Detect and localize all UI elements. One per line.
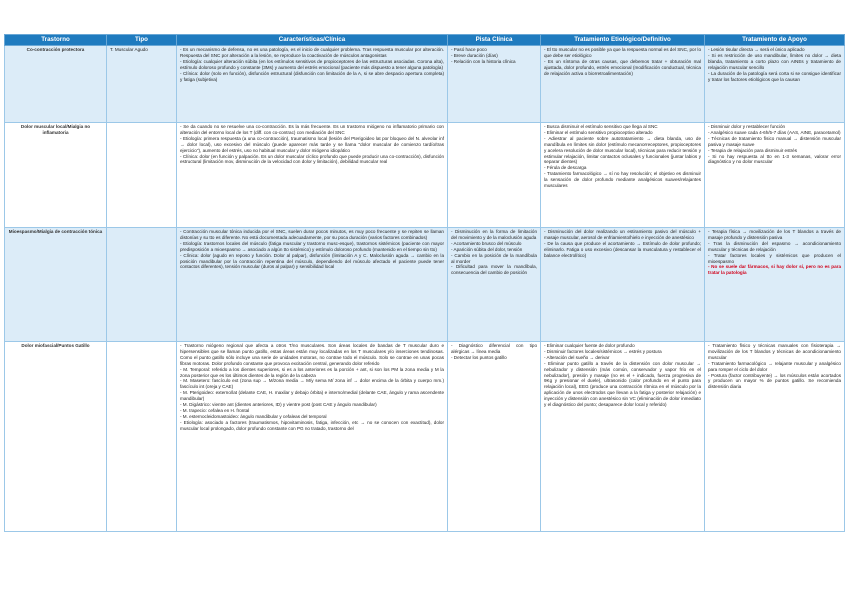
cell-line: - Alteración del sueño → derivar (544, 354, 610, 360)
cell-apoyo (705, 46, 845, 123)
cell-line: - Terapia de relajación para disminuir estrés (708, 147, 798, 153)
cell-pista (448, 46, 541, 123)
cell-line: - La duración de la patología será corta si se consigue identificar y tratar los factores etiológicos que la causan (708, 70, 841, 82)
cell-line: - Dificultad para mover la mandíbula, consecuencia del cambio de posición (451, 264, 537, 276)
cell-line: - Técnicas de tratamiento físico manual → distensión muscular pasiva y masaje suave (708, 135, 841, 147)
cell-line: - El tto muscular no es posible ya que la respuesta normal es del SNC, por lo que debe ser etiológico (544, 47, 701, 58)
cell-line: - De la causa que produce el acortamiento → Estímulo de dolor profundo; eliminarlo. Fatiga o uso excesivo (descansar la musculatura y restablecer el balance electrolítico) (544, 240, 701, 258)
cell-line: - M. esternocleidomastoideo: ángulo mandibular y cefaleas del temporal (180, 413, 327, 419)
cell-line: - Contracción muscular tónica inducida por el SNC, suelen durar pocos minutos, es muy poco frecuente y se repiten se llaman distonías y su tto es diferente. No está documentada adecuadamente, por su poca duración (varios factores combinados) (180, 229, 444, 240)
cell-line: - Acortamiento brusco del músculo (451, 240, 522, 246)
cell-line: - Postura (factor contribuyente) → los músculos están acortados y producen un mayor % de puntos gatillo. Se recomienda distensión diaria (708, 372, 841, 390)
cell-line: - Etiología: trastornos locales del músculo (fatiga muscular y trastorno musc-esque), trastornos sistémicos (paciente con mayor predisposición a mioespasmo → asociado a algún tto sistémico) y estímulo doloroso profundo (mantenido en el tiempo sin tto) (180, 240, 444, 252)
header-clinica: Características/Clínica (177, 35, 448, 46)
cell-line: - Diagnóstico diferencial con tipo alérgicas → línea media (451, 343, 537, 354)
table-row (5, 46, 845, 123)
cell-apoyo (705, 342, 845, 532)
tmj-muscle-disorders-table (4, 34, 845, 532)
header-apoyo: Tratamiento de Apoyo (705, 35, 845, 46)
cell-line: - Pasó hace poco (451, 47, 487, 52)
cell-line: - M. Masetero: fascículo ext (zona sup → M/zona media → M/y sema M/ zona inf → dolor encima de la órbita y cuerpo mm.) fascículo int (oreja y CAE) (180, 378, 444, 390)
cell-trastorno: Mioespasmo/Mialgia de contracción tónica (5, 228, 107, 342)
cell-trastorno: Co-contracción protectora (5, 46, 107, 123)
table-row (5, 228, 845, 342)
cell-tipo: T. Muscular Agudo (107, 46, 177, 123)
cell-apoyo (705, 123, 845, 228)
cell-clinica (177, 342, 448, 532)
header-pista: Pista Clínica (448, 35, 541, 46)
cell-line: - Si es restricción de uso mandibular, límites no dolor → dieta blanda, tratamiento a corto plazo con AINEs y tratamiento de relajación muscular sencillo (708, 52, 841, 70)
cell-line: - Clínica: dolor (agudo en reposo y función. Dolor al palpar), disfunción (limitación A y C. Maloclusión aguda → cambio en la posición mandibular por la contracción repentina del músculo, dependiendo del músculo afectado el paciente puede tener contactos diferentes), tensión muscular (duros al palpar) y sensibilidad local (180, 252, 444, 270)
cell-clinica (177, 228, 448, 342)
cell-line: - Tratamiento farmacológico → relajante muscular y analgésico para romper el ciclo del dolor (708, 360, 841, 372)
cell-pista (448, 342, 541, 532)
cell-line: - M. Digástrico: vientre ant (dientes anteriores, ID) y vientre post (post CAE y ángulo mandibular) (180, 402, 377, 408)
cell-line: - Aparición súbita del dolor, tensión (451, 246, 523, 252)
cell-trastorno: Dolor miofascial/Puntos Gatillo (5, 342, 107, 532)
cell-line: - Disminuir dolor y restablecer función (708, 124, 786, 129)
cell-tipo (107, 228, 177, 342)
header-tipo: Tipo (107, 35, 177, 46)
cell-etiologico (541, 342, 705, 532)
cell-line: - Detectar los puntos gatillo (451, 354, 507, 360)
cell-etiologico (541, 46, 705, 123)
cell-apoyo (705, 228, 845, 342)
table-row (5, 342, 845, 532)
cell-pista (448, 228, 541, 342)
cell-line: - Disminución del dolor realizando un estiramiento pasivo del músculo + masaje muscular, aerosol de enfriamiento/hielo e inyección de anestésico (544, 229, 701, 240)
cell-pista (448, 123, 541, 228)
cell-line: - Tras la disminución del espasmo → acondicionamiento muscular y técnicas de relajación (708, 240, 841, 252)
cell-line: - Eliminar el estímulo sensitivo propioceptivo alterado (544, 129, 653, 135)
cell-line: - Trastorno miógeno regional que afecta a otros T/no musculares. Son áreas locales de bandas de T muscular duro e hipersensibles que se llaman punto gatillo, estas áreas están muy localizadas en los T musculares y/o inserciones tendinosas. Como el punto gatillo sólo incluye una serie de unidades motoras, no contrae todo el músculo. Solo se contrae en unas pocas fibras motoras. Dolor profundo constante que provoca excitación central, generando dolor referido (180, 343, 444, 366)
cell-line: - Adiestrar al paciente sobre autotratamiento → dieta blanda, uso de mandíbula en límites sin dolor (estímulo mecanorreceptores, propioceptores y acelera resolución de dolor muscular local), técnicas para reducir tensión y estimular relajación, limitar contactos oclusales y funcionales (juntar labios y separar dientes) (544, 135, 701, 165)
cell-clinica (177, 123, 448, 228)
table-row (5, 123, 845, 228)
header-row (5, 35, 845, 46)
cell-line: - Lesión tisular directa → será el único aplicado (708, 47, 805, 52)
cell-line: - Clínica: dolor (en función y palpación. Es un dolor muscular cíclico profundo que puede producir una co-contracción), disfunción estructural (limitación mov, disminución de la velocidad con dolor y limitación), debilidad muscular real (180, 153, 444, 165)
cell-line: - M. Pterigoideo: externo/lat (delante CAE, H. maxilar y debajo órbita) e interno/medial (delante CAE, ángulo y rama ascendente mandibular) (180, 390, 444, 402)
cell-line: - Clínica: dolor (solo en función), disfunción estructural (disfunción con limitación de la A, si se abre despacio apertura completa) y fatiga (subjetiva) (180, 70, 444, 82)
cell-line: - M. trapecio: cefalea en H. frontal (180, 407, 250, 413)
cell-line: - Etiología: primera respuesta (a una co-contracción), traumatismo local (lesión del Pterigoideo lat por bloqueo del N. alveolar inf → dolor local), uso excesivo del músculo (puede aparecer más tarde y se llama "dolor muscular de comienzo tardío/tras ejercicio"), aumento del estrés, uso no habitual muscular y dolor miógeno idiopático (180, 135, 444, 153)
cell-tipo (107, 123, 177, 228)
cell-trastorno: Dolor muscular local/Mialgia no inflamatoria (5, 123, 107, 228)
header-trastorno: Trastorno (5, 35, 107, 46)
cell-etiologico (541, 123, 705, 228)
cell-etiologico (541, 228, 705, 342)
cell-line: - Si no hay respuesta al tto en 1-3 semanas, valorar error diagnóstico y no dolor muscular (708, 153, 841, 165)
cell-line: - Tratamiento farmacológico → sí no hay resolución; el objetivo es disminuir la sensación de dolor profundo mediante analgésicos suaves/relajantes musculares (544, 171, 701, 189)
cell-line: - Eliminar cualquier fuente de dolor profundo (544, 343, 635, 348)
cell-line: - Etiología: cualquier alteración súbita (en los estímulos sensitivos de propioceptores de las estructuras asociadas. Corona alta), estímulo doloroso profundo y constante (3Ms) y aumento del estrés emocional (paciente más dispuesto a tener alguna patología) (180, 58, 444, 70)
cell-tipo (107, 342, 177, 532)
cell-line: - Tratar factores locales y sistémicos que producen el mioespasmo (708, 252, 841, 264)
cell-line: - No se suele dar fármacos, si hay dolor sí, pero no es para tratar la patología (708, 264, 841, 276)
cell-line: - Se da cuando no se resuelve una co-contracción. Es la más frecuente. Es un trastorno miógeno no inflamatorio primario con alteración del entorno local de los T (diff. con co-contrac) con mediación del SNC (180, 124, 444, 135)
header-etiologico: Tratamiento Etiológico/Definitivo (541, 35, 705, 46)
cell-line: - Férula de descarga (544, 165, 587, 171)
cell-line: - Etiología: asociado a factores (traumatismos, hipovitaminosis, fatiga, infección, etc → no se conocen con exactitud), dolor muscular local prolongado, dolor profundo constante con PG no tratado, trastorno del (180, 419, 444, 431)
cell-line: - Breve duración (días) (451, 52, 498, 58)
cell-line: - Es un síntoma de otras causas, que debemos tratar + obturación mal ajustada, dolor profundo, estrés emocional (modificación conductual, técnica de relajación activa o biorretroalimentación) (544, 58, 701, 76)
cell-line: - Es un mecanismo de defensa, no es una patología, es el inicio de cualquier problema. Tras respuesta muscular por alteración. Respuesta del SNC por alteración a la lesión, se reproduce la coactivación de músculos antagonistas (180, 47, 444, 58)
cell-line: - Eliminar punto gatillo a través de la distensión con dolor muscular → nebulizador y distensión (más común, conservador y vapor frío en el nebulizador), presión y masaje (no es el + indicado, fuerza progresiva de 9Kg y presionar el duele), ultrasonido (calor profundo en el punto para relajación local), EEG (produce una contracción rítmica en el músculo por la aplicación de unos electrodos que llevan a la fatiga y posterior relajación) e inyección y distensión con anestésico sin VC (eliminación de dolor inmediato y el diagnóstico del punto; desaparece dolor local y referido) (544, 360, 701, 408)
cell-line: - Relación con la historia clínica (451, 58, 516, 64)
cell-line: - Disminuir factores locales/sistémicos → estrés y postura (544, 348, 662, 354)
cell-line: - Tratamiento físico y técnicas manuales con fisioterapia → movilización de los T blandos y técnicas de acondicionamiento muscular (708, 343, 841, 360)
cell-line: - Cambio en la posición de la mandíbula al morder (451, 252, 537, 264)
cell-line: - Disminución en la forma de limitación del movimiento y de la maloclusión aguda (451, 229, 537, 240)
cell-line: - Analgésico suave cada 4-6h/5-7 días (AAS, AINE, paracetamol) (708, 129, 841, 135)
cell-line: - M. Temporal: referido a los dientes superiores, si es a los anteriores es la porción + ant, si son los PM la zona media y M la zona posterior que es los últimos dientes de la región de la cabeza (180, 366, 444, 378)
cell-line: - Terapia física → movilización de los T blandos a través de masaje profundo y distensión pasiva (708, 229, 841, 240)
cell-line: - Busca disminuir el estímulo sensitivo que llega al SNC (544, 124, 658, 129)
cell-clinica (177, 46, 448, 123)
